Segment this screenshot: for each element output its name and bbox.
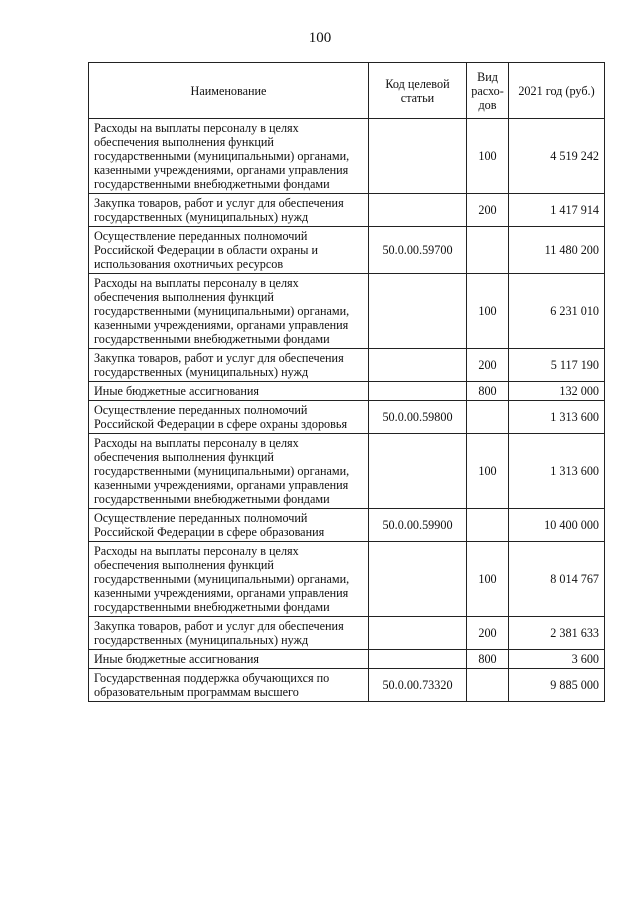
name-cell: Закупка товаров, работ и услуг для обеспечения государственных (муниципальных) нужд <box>89 349 369 382</box>
amount-cell: 132 000 <box>509 382 605 401</box>
name-cell: Закупка товаров, работ и услуг для обеспечения государственных (муниципальных) нужд <box>89 194 369 227</box>
amount-cell: 1 313 600 <box>509 401 605 434</box>
name-cell: Иные бюджетные ассигнования <box>89 382 369 401</box>
kind-cell <box>467 669 509 702</box>
name-cell: Осуществление переданных полномочий Российской Федерации в сфере охраны здоровья <box>89 401 369 434</box>
name-cell: Осуществление переданных полномочий Российской Федерации в сфере образования <box>89 509 369 542</box>
amount-cell: 1 417 914 <box>509 194 605 227</box>
name-cell: Расходы на выплаты персоналу в целях обеспечения выполнения функций государственными (муниципальными) органами, казенными учреждениями, органами управления государственными внебюджетными фондами <box>89 274 369 349</box>
name-cell: Осуществление переданных полномочий Российской Федерации в области охраны и использования охотничьих ресурсов <box>89 227 369 274</box>
table-header-row <box>89 63 605 119</box>
kind-cell: 100 <box>467 434 509 509</box>
kind-cell: 100 <box>467 542 509 617</box>
table-row <box>89 194 605 227</box>
header-kind: Вид расхо- дов <box>467 63 509 119</box>
kind-cell: 100 <box>467 119 509 194</box>
kind-cell: 800 <box>467 382 509 401</box>
table-row <box>89 650 605 669</box>
amount-cell: 1 313 600 <box>509 434 605 509</box>
kind-cell: 200 <box>467 194 509 227</box>
amount-cell: 3 600 <box>509 650 605 669</box>
name-cell: Государственная поддержка обучающихся по образовательным программам высшего <box>89 669 369 702</box>
code-cell <box>369 194 467 227</box>
table-row <box>89 119 605 194</box>
code-cell <box>369 650 467 669</box>
code-cell <box>369 382 467 401</box>
kind-cell: 800 <box>467 650 509 669</box>
code-cell: 50.0.00.59800 <box>369 401 467 434</box>
name-cell: Иные бюджетные ассигнования <box>89 650 369 669</box>
table-row <box>89 227 605 274</box>
kind-cell: 100 <box>467 274 509 349</box>
amount-cell: 2 381 633 <box>509 617 605 650</box>
code-cell <box>369 119 467 194</box>
code-cell <box>369 617 467 650</box>
code-cell: 50.0.00.73320 <box>369 669 467 702</box>
table-row <box>89 349 605 382</box>
budget-table <box>88 62 605 702</box>
kind-cell: 200 <box>467 617 509 650</box>
table-row <box>89 617 605 650</box>
header-amount: 2021 год (руб.) <box>509 63 605 119</box>
header-code: Код целевой статьи <box>369 63 467 119</box>
kind-cell <box>467 509 509 542</box>
table-row <box>89 669 605 702</box>
name-cell: Закупка товаров, работ и услуг для обеспечения государственных (муниципальных) нужд <box>89 617 369 650</box>
amount-cell: 11 480 200 <box>509 227 605 274</box>
table-row <box>89 509 605 542</box>
amount-cell: 4 519 242 <box>509 119 605 194</box>
page-number: 100 <box>308 30 332 46</box>
name-cell: Расходы на выплаты персоналу в целях обеспечения выполнения функций государственными (муниципальными) органами, казенными учреждениями, органами управления государственными внебюджетными фондами <box>89 434 369 509</box>
table-row <box>89 434 605 509</box>
kind-cell: 200 <box>467 349 509 382</box>
amount-cell: 9 885 000 <box>509 669 605 702</box>
code-cell <box>369 349 467 382</box>
name-cell: Расходы на выплаты персоналу в целях обеспечения выполнения функций государственными (муниципальными) органами, казенными учреждениями, органами управления государственными внебюджетными фондами <box>89 119 369 194</box>
code-cell: 50.0.00.59700 <box>369 227 467 274</box>
amount-cell: 5 117 190 <box>509 349 605 382</box>
amount-cell: 8 014 767 <box>509 542 605 617</box>
code-cell <box>369 542 467 617</box>
kind-cell <box>467 227 509 274</box>
kind-cell <box>467 401 509 434</box>
code-cell <box>369 434 467 509</box>
table-row <box>89 542 605 617</box>
header-name: Наименование <box>89 63 369 119</box>
amount-cell: 6 231 010 <box>509 274 605 349</box>
code-cell <box>369 274 467 349</box>
table-row <box>89 401 605 434</box>
code-cell: 50.0.00.59900 <box>369 509 467 542</box>
amount-cell: 10 400 000 <box>509 509 605 542</box>
table-row <box>89 274 605 349</box>
name-cell: Расходы на выплаты персоналу в целях обеспечения выполнения функций государственными (муниципальными) органами, казенными учреждениями, органами управления государственными внебюджетными фондами <box>89 542 369 617</box>
table-row <box>89 382 605 401</box>
